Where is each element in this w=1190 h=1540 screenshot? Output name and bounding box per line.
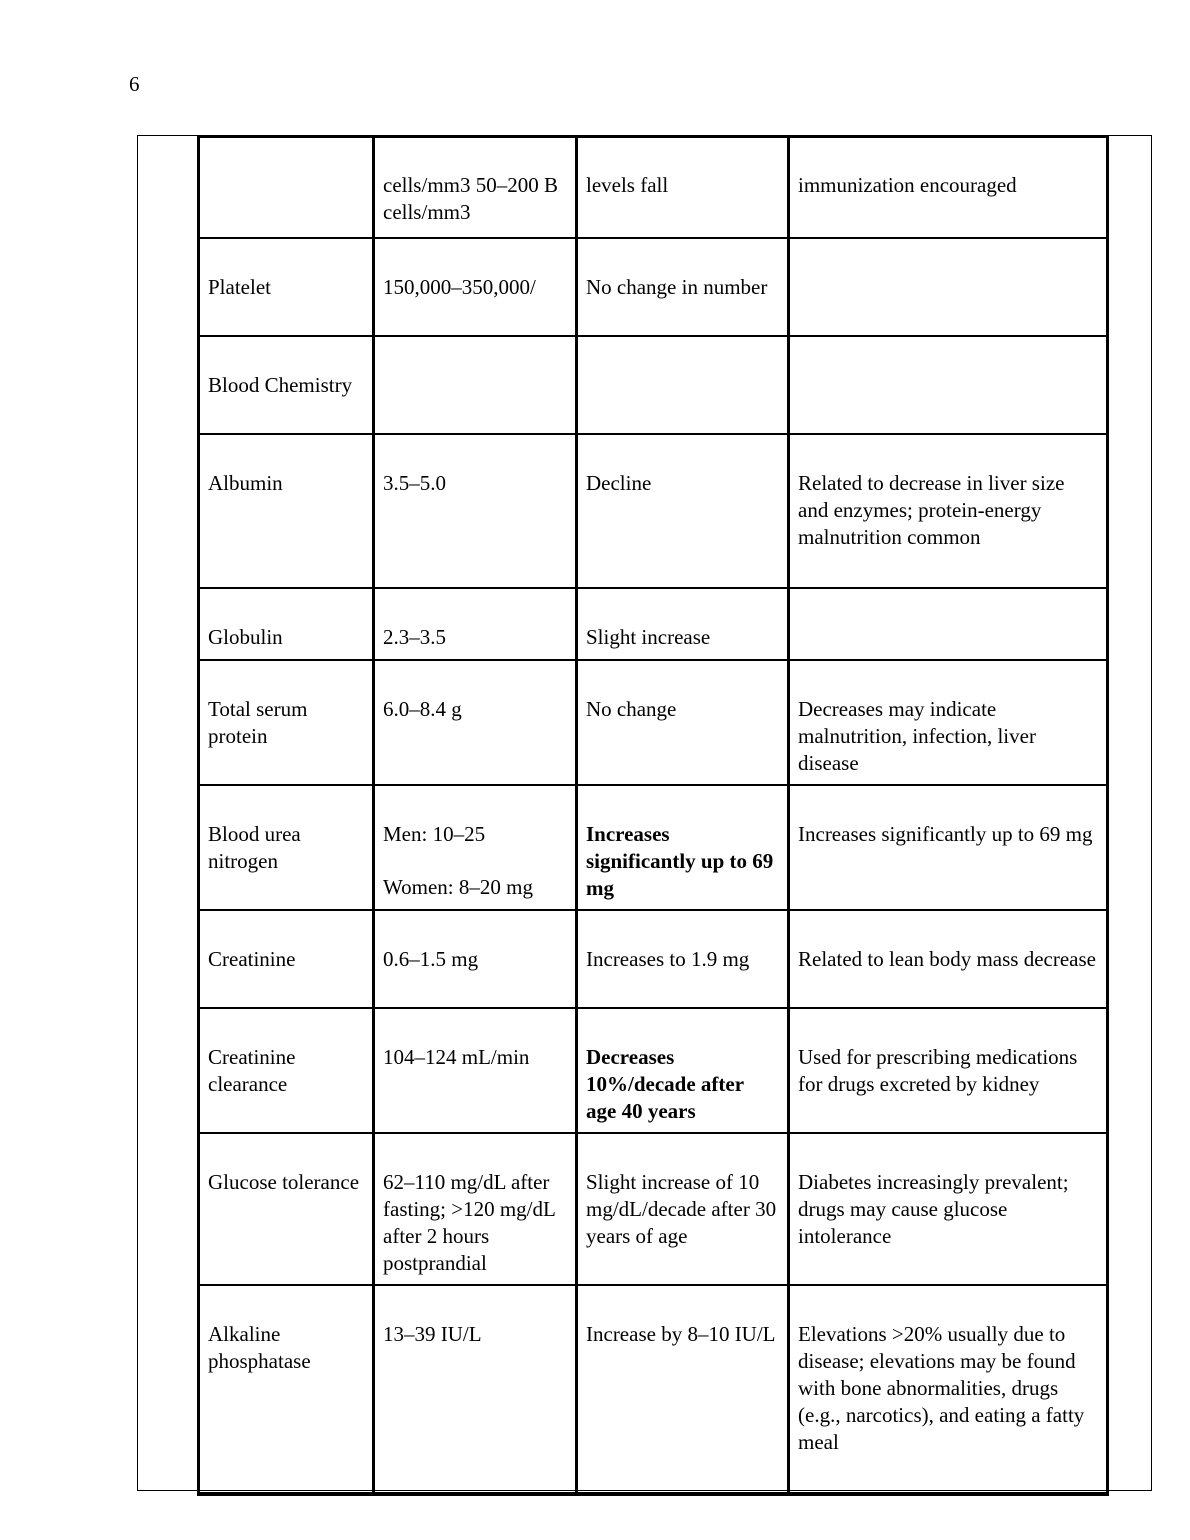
test-name-cell: Blood urea nitrogen	[199, 785, 374, 910]
notes-cell: Used for prescribing medications for drugs excreted by kidney	[789, 1008, 1108, 1133]
normal-value-cell: 62–110 mg/dL after fasting; >120 mg/dL after 2 hours postprandial	[374, 1133, 577, 1285]
notes-cell	[789, 588, 1108, 660]
table-row	[199, 336, 1108, 434]
notes-cell: immunization encouraged	[789, 137, 1108, 238]
test-name-cell	[199, 137, 374, 238]
page-number: 6	[129, 72, 140, 96]
normal-value-cell: 3.5–5.0	[374, 434, 577, 588]
age-change-cell: Increases to 1.9 mg	[577, 910, 789, 1008]
age-change-cell: Decline	[577, 434, 789, 588]
notes-cell: Increases significantly up to 69 mg	[789, 785, 1108, 910]
age-change-cell: Decreases 10%/decade after age 40 years	[577, 1008, 789, 1133]
normal-value-women: Women: 8–20 mg	[383, 875, 533, 899]
age-change-cell: Slight increase of 10 mg/dL/decade after 30 years of age	[577, 1133, 789, 1285]
table-row	[199, 1008, 1108, 1133]
test-name-cell: Creatinine clearance	[199, 1008, 374, 1133]
normal-value-cell	[374, 785, 577, 910]
test-name-cell: Albumin	[199, 434, 374, 588]
table-row	[199, 1285, 1108, 1494]
normal-value-cell: cells/mm3 50–200 B cells/mm3	[374, 137, 577, 238]
normal-value-cell	[374, 336, 577, 434]
table-row	[199, 910, 1108, 1008]
age-change-cell: Increases significantly up to 69 mg	[577, 785, 789, 910]
notes-cell	[789, 336, 1108, 434]
age-change-cell	[577, 336, 789, 434]
table-row	[199, 785, 1108, 910]
age-change-cell: Slight increase	[577, 588, 789, 660]
test-name-cell: Globulin	[199, 588, 374, 660]
normal-value-men: Men: 10–25	[383, 822, 486, 846]
notes-cell: Diabetes increasingly prevalent; drugs may cause glucose intolerance	[789, 1133, 1108, 1285]
normal-value-cell: 6.0–8.4 g	[374, 660, 577, 785]
table-row	[199, 137, 1108, 238]
normal-value-cell: 13–39 IU/L	[374, 1285, 577, 1494]
table-row	[199, 588, 1108, 660]
age-change-cell: No change	[577, 660, 789, 785]
age-change-cell: No change in number	[577, 238, 789, 336]
test-name-cell: Alkaline phosphatase	[199, 1285, 374, 1494]
table-row	[199, 238, 1108, 336]
normal-value-cell: 2.3–3.5	[374, 588, 577, 660]
test-name-cell: Glucose tolerance	[199, 1133, 374, 1285]
test-name-cell: Platelet	[199, 238, 374, 336]
notes-cell: Decreases may indicate malnutrition, infection, liver disease	[789, 660, 1108, 785]
normal-value-cell: 104–124 mL/min	[374, 1008, 577, 1133]
table-row	[199, 660, 1108, 785]
test-name-cell: Blood Chemistry	[199, 336, 374, 434]
normal-value-cell: 0.6–1.5 mg	[374, 910, 577, 1008]
notes-cell: Related to lean body mass decrease	[789, 910, 1108, 1008]
age-change-cell: levels fall	[577, 137, 789, 238]
test-name-cell: Total serum protein	[199, 660, 374, 785]
lab-values-table	[197, 136, 1109, 1496]
notes-cell: Related to decrease in liver size and enzymes; protein-energy malnutrition common	[789, 434, 1108, 588]
notes-cell: Elevations >20% usually due to disease; elevations may be found with bone abnormalities, drugs (e.g., narcotics), and eating a fatty meal	[789, 1285, 1108, 1494]
age-change-cell: Increase by 8–10 IU/L	[577, 1285, 789, 1494]
test-name-cell: Creatinine	[199, 910, 374, 1008]
normal-value-cell: 150,000–350,000/	[374, 238, 577, 336]
table-row	[199, 1133, 1108, 1285]
notes-cell	[789, 238, 1108, 336]
table-row	[199, 434, 1108, 588]
